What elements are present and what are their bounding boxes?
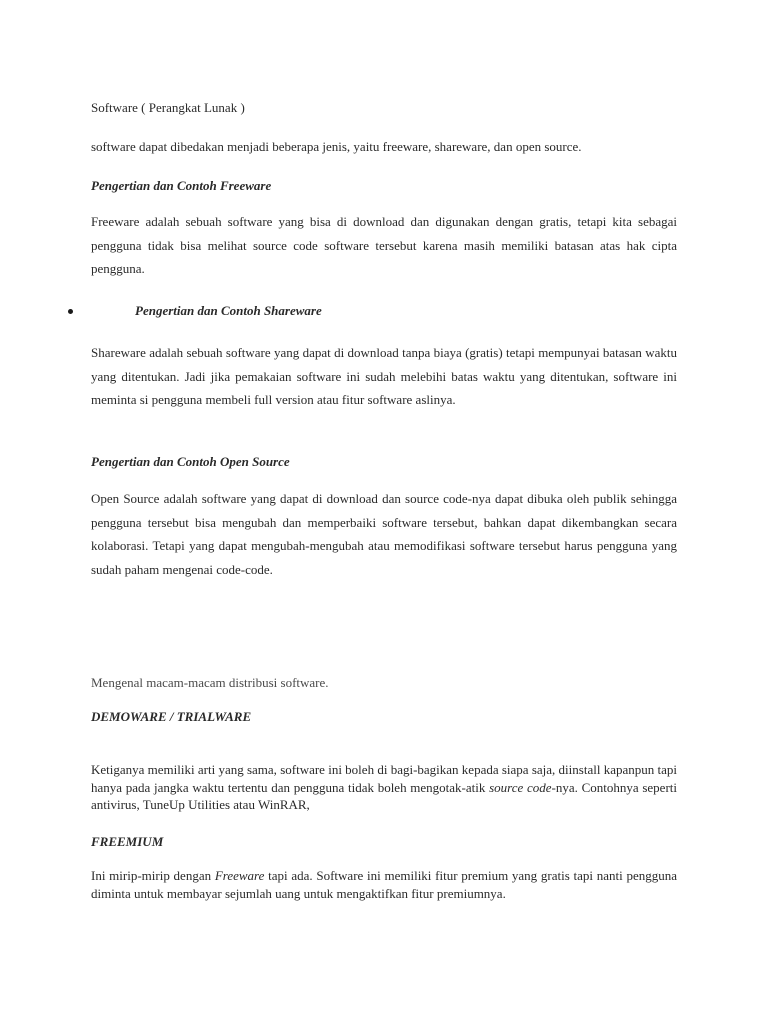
freeware-paragraph: Freeware adalah sebuah software yang bisa di download dan digunakan dengan gratis, tetapi kita sebagai pengguna tidak bisa melihat source code software tersebut karena masih memiliki batasan atas hak cipta pengguna.: [91, 214, 677, 276]
freemium-heading: FREEMIUM: [91, 834, 164, 849]
demoware-paragraph: [91, 761, 677, 814]
freemium-paragraph: [91, 867, 677, 902]
freeware-heading: Pengertian dan Contoh Freeware: [91, 178, 272, 193]
document-title: Software ( Perangkat Lunak ): [91, 100, 245, 115]
freemium-text-italic: Freeware: [214, 868, 265, 883]
shareware-paragraph: Shareware adalah sebuah software yang dapat di download tanpa biaya (gratis) tetapi mempunyai batasan waktu yang ditentukan. Jadi jika pemakaian software ini sudah melebihi batas waktu yang ditentukan, software ini meminta si pengguna membeli full version atau fitur software aslinya.: [91, 345, 677, 407]
demoware-heading: DEMOWARE / TRIALWARE: [91, 709, 252, 724]
open-source-heading: Pengertian dan Contoh Open Source: [91, 454, 290, 469]
distribution-intro: Mengenal macam-macam distribusi software.: [91, 675, 329, 690]
demoware-text-italic: source code: [489, 779, 552, 795]
bullet-icon: [68, 309, 73, 314]
freemium-text-start: Ini mirip-mirip dengan: [91, 868, 215, 883]
demoware-text-end: -nya. Contohnya seperti antivirus, TuneUp Utilities atau WinRAR,: [91, 779, 678, 812]
demoware-text-start: Ketiganya memiliki arti yang sama, software ini boleh di bagi-bagikan kepada siapa saja, diinstall kapanpun tapi hanya pada jangka waktu tertentu dan pengguna tidak boleh mengotak-atik: [91, 762, 677, 795]
open-source-paragraph: Open Source adalah software yang dapat di download dan source code-nya dapat dibuka oleh publik sehingga pengguna tersebut bisa mengubah dan memperbaiki software tersebut, bahkan dapat dikembangkan secara kolaborasi. Tetapi yang dapat mengubah-mengubah atau memodifikasi software tersebut harus pengguna yang sudah paham mengenai code-code.: [91, 491, 677, 577]
freemium-text-end: tapi ada. Software ini memiliki fitur premium yang gratis tapi nanti pengguna diminta untuk membayar sejumlah uang untuk mengaktifkan fitur premiumnya.: [91, 868, 678, 901]
shareware-heading: Pengertian dan Contoh Shareware: [135, 303, 322, 318]
intro-paragraph: software dapat dibedakan menjadi beberapa jenis, yaitu freeware, shareware, dan open source.: [91, 139, 582, 154]
